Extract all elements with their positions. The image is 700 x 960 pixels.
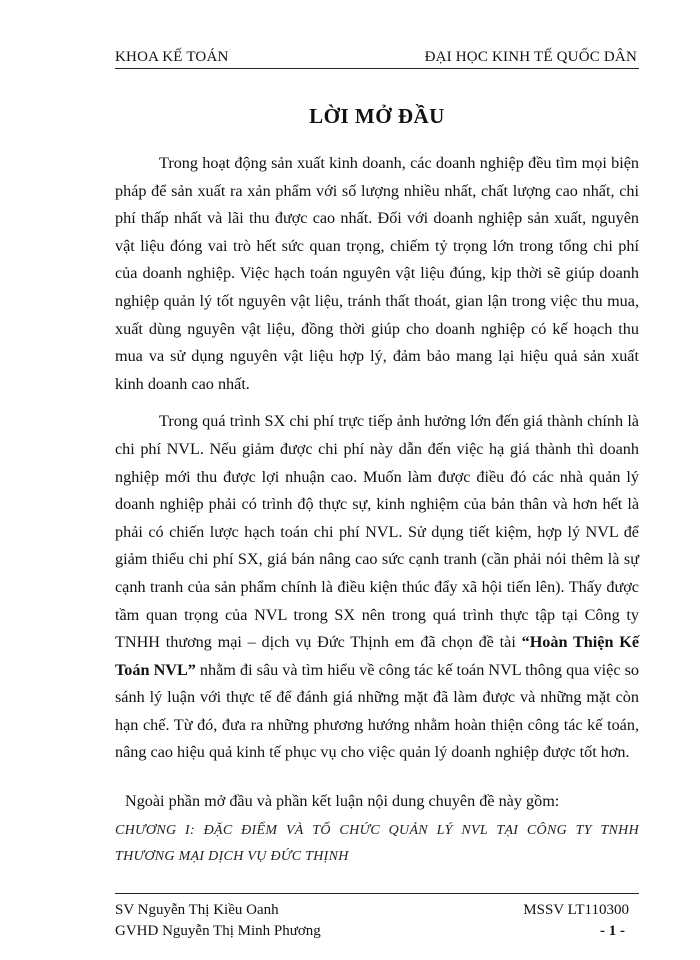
page-number: - 1 -: [600, 923, 625, 939]
footer-divider: [115, 893, 639, 894]
paragraph-2: [115, 408, 639, 767]
thesis-topic: “Hoàn Thiện Kế Toán NVL”: [115, 633, 640, 679]
header-university: ĐẠI HỌC KINH TẾ QUỐC DÂN: [424, 49, 637, 65]
paragraph-2-text-after: nhằm đi sâu và tìm hiểu về công tác kế toán NVL thông qua việc so sánh lý luận với thực tế để đánh giá những mặt đã làm được và những mặt còn hạn chế. Từ đó, đưa ra những phương hướng nhằm hoàn thiện công tác kế toán, nâng cao hiệu quả kinh tế phục vụ cho việc quản lý doanh nghiệp được tốt hơn.: [115, 660, 639, 762]
footer-student: SV Nguyễn Thị Kiều Oanh: [115, 902, 279, 918]
header-faculty: KHOA KẾ TOÁN: [115, 49, 229, 65]
body-text: [115, 150, 639, 767]
paragraph-1: Trong hoạt động sản xuất kinh doanh, các doanh nghiệp đều tìm mọi biện pháp để sản xuất ra xản phẩm với số lượng nhiều nhất, chất lượng cao nhất, chi phí thấp nhất và lãi thu được cao nhất. Đối với doanh nghiệp sản xuất, nguyên vật liệu đóng vai trò hết sức quan trọng, chiếm tỷ trọng lớn trong tổng chi phí của doanh nghiệp. Việc hạch toán nguyên vật liệu đúng, kịp thời sẽ giúp doanh nghiệp quản lý tốt nguyên vật liệu, tránh thất thoát, gian lận trong việc thu mua, xuất dùng nguyên vật liệu, đồng thời giúp cho doanh nghiệp có kế hoạch thu mua va sử dụng nguyên vật liệu hợp lý, đảm bảo mang lại hiệu quả sản xuất kinh doanh cao nhất.: [115, 154, 639, 393]
paragraph-2-text-before: Trong quá trình SX chi phí trực tiếp ảnh hưởng lớn đến giá thành chính là chi phí NVL. Nếu giảm được chi phí này dẫn đến việc hạ giá thành thì doanh nghiệp mới thu được lợi nhuận cao. Muốn làm được điều đó các nhà quản lý doanh nghiệp phải có trình độ thực sự, kinh nghiệm của bản thân và hơn hết là phải có chiến lược hạch toán chi phí NVL. Sử dụng tiết kiệm, hợp lý NVL để giảm thiểu chi phí SX, giá bán nâng cao sức cạnh tranh (cần phải nói thêm là sự cạnh tranh của sản phẩm chính là điều kiện thúc đẩy xã hội tiến lên). Thấy được tầm quan trọng của NVL trong SX nên trong quá trình thực tập tại Công ty TNHH thương mại – dịch vụ Đức Thịnh em đã chọn đề tài: [115, 412, 639, 652]
footer-student-id: MSSV LT110300: [523, 902, 629, 918]
footer-advisor: GVHD Nguyễn Thị Minh Phương: [115, 923, 321, 939]
page-header: [115, 46, 639, 69]
page-title: LỜI MỞ ĐẦU: [309, 104, 445, 128]
outline-intro: Ngoài phần mở đầu và phần kết luận nội dung chuyên đề này gồm:: [125, 792, 560, 810]
chapter-1-heading: CHƯƠNG I: ĐẶC ĐIỂM VÀ TỔ CHỨC QUẢN LÝ NVL TẠI CÔNG TY TNHH THƯƠNG MẠI DỊCH VỤ ĐỨC THỊNH: [115, 823, 639, 864]
